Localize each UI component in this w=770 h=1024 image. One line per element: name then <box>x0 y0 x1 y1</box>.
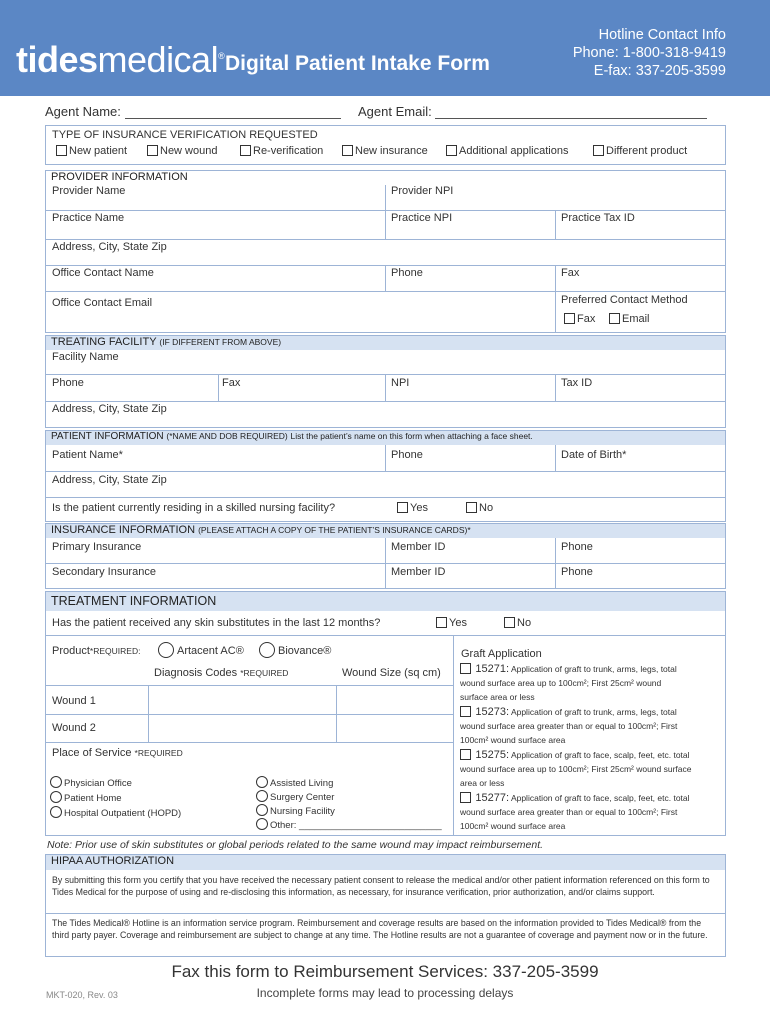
divider <box>46 635 725 636</box>
patient-section-title: PATIENT INFORMATION (*NAME AND DOB REQUIRED) List the patient’s name on this form when attaching a face sheet. <box>46 431 725 445</box>
incomplete-forms-note: Incomplete forms may lead to processing delays <box>256 986 514 1000</box>
checkbox-icon[interactable] <box>240 145 251 156</box>
hotline-phone: Phone: 1-800-318-9419 <box>572 45 726 61</box>
divider <box>555 210 556 240</box>
patient-address-label: Address, City, State Zip <box>52 474 167 486</box>
verif-new-patient[interactable]: New patient <box>56 145 127 157</box>
checkbox-icon[interactable] <box>460 749 471 760</box>
primary-phone-label: Phone <box>561 541 593 553</box>
divider <box>555 265 556 333</box>
agent-email-field[interactable] <box>435 107 707 119</box>
divider <box>385 265 386 291</box>
agent-name-row <box>45 104 341 119</box>
facility-tax-id-label: Tax ID <box>561 377 593 389</box>
agent-email-row <box>358 104 707 119</box>
graft-15273-option[interactable]: 15273: Application of graft to trunk, arms, legs, total wound surface area greater than or equal to 100cm²; First 100cm² wound surface area <box>460 706 678 745</box>
secondary-insurance-label: Secondary Insurance <box>52 566 156 578</box>
place-surgery-center[interactable]: Surgery Center <box>256 790 334 803</box>
facility-npi-label: NPI <box>391 377 410 389</box>
graft-application-title: Graft Application <box>461 648 542 660</box>
fax-instruction: Fax this form to Reimbursement Services: 337-205-3599 <box>171 962 599 981</box>
radio-icon[interactable] <box>256 818 268 830</box>
pref-email-option[interactable]: Email <box>609 313 650 325</box>
divider <box>385 374 386 402</box>
product-artacent-option[interactable]: Artacent AC® <box>158 642 244 658</box>
wound-size-label: Wound Size (sq cm) <box>342 667 441 679</box>
facility-fax-label: Fax <box>222 377 241 389</box>
graft-15277-option[interactable]: 15277: Application of graft to face, scalp, feet, etc. total wound surface area greater than or equal to 100cm²; First 100cm² wound surface area <box>460 792 690 831</box>
patient-dob-label: Date of Birth* <box>561 449 627 461</box>
radio-icon[interactable] <box>50 776 62 788</box>
wound-1-label: Wound 1 <box>52 695 96 707</box>
patient-name-label: Patient Name* <box>52 449 123 461</box>
provider-section-title: PROVIDER INFORMATION <box>46 171 725 185</box>
hotline-contact-info <box>573 26 726 80</box>
checkbox-icon[interactable] <box>504 617 515 628</box>
verif-reverification[interactable]: Re-verification <box>240 145 323 157</box>
checkbox-icon[interactable] <box>446 145 457 156</box>
facility-section-title: TREATING FACILITY (IF DIFFERENT FROM ABOVE) <box>46 336 725 350</box>
divider <box>46 714 453 715</box>
snf-no-option[interactable]: No <box>466 502 493 514</box>
patient-phone-label: Phone <box>391 449 423 461</box>
header-banner <box>0 0 770 96</box>
hipaa-section-title: HIPAA AUTHORIZATION <box>46 855 725 870</box>
practice-tax-id-label: Practice Tax ID <box>561 212 635 224</box>
checkbox-icon[interactable] <box>564 313 575 324</box>
skin-no-option[interactable]: No <box>504 617 531 629</box>
checkbox-icon[interactable] <box>460 706 471 717</box>
radio-icon[interactable] <box>256 790 268 802</box>
facility-address-label: Address, City, State Zip <box>52 403 167 415</box>
treatment-section-title: TREATMENT INFORMATION <box>46 592 725 611</box>
graft-15271-option[interactable]: 15271: Application of graft to trunk, arms, legs, total wound surface area up to 100cm²; First 25cm² wound surface area or less <box>460 663 677 702</box>
form-revision-code: MKT-020, Rev. 03 <box>46 990 118 1000</box>
checkbox-icon[interactable] <box>342 145 353 156</box>
divider <box>555 374 556 402</box>
skin-yes-option[interactable]: Yes <box>436 617 467 629</box>
divider <box>385 185 386 240</box>
checkbox-icon[interactable] <box>593 145 604 156</box>
divider <box>46 563 725 564</box>
place-patient-home[interactable]: Patient Home <box>50 791 122 804</box>
hotline-fax: E-fax: 337-205-3599 <box>593 63 726 79</box>
divider <box>46 742 453 743</box>
radio-icon[interactable] <box>256 804 268 816</box>
hipaa-consent-text: By submitting this form you certify that you have received the necessary patient consent to release the medical and/or other patient information referenced on this form to Tides Medical for the purpose of using and re-disclosing this information, as necessary, for insurance verification, prior authorization, and/or claims support. <box>52 875 710 897</box>
place-other[interactable]: Other: ___________________________ <box>256 818 442 831</box>
provider-npi-label: Provider NPI <box>391 185 454 197</box>
checkbox-icon[interactable] <box>466 502 477 513</box>
checkbox-icon[interactable] <box>609 313 620 324</box>
checkbox-icon[interactable] <box>460 792 471 803</box>
product-biovance-option[interactable]: Biovance® <box>259 642 331 658</box>
checkbox-icon[interactable] <box>397 502 408 513</box>
checkbox-icon[interactable] <box>56 145 67 156</box>
divider <box>218 374 219 402</box>
insurance-section-title: INSURANCE INFORMATION (PLEASE ATTACH A COPY OF THE PATIENT’S INSURANCE CARDS)* <box>46 524 725 538</box>
radio-icon[interactable] <box>256 776 268 788</box>
divider <box>453 635 454 836</box>
preferred-contact-label: Preferred Contact Method <box>561 294 688 306</box>
agent-name-field[interactable] <box>125 107 341 119</box>
checkbox-icon[interactable] <box>147 145 158 156</box>
verif-new-insurance[interactable]: New insurance <box>342 145 428 157</box>
graft-15275-option[interactable]: 15275: Application of graft to face, scalp, feet, etc. total wound surface area up to 100cm²; First 25cm² wound surface area or less <box>460 749 692 788</box>
divider <box>46 913 725 914</box>
pref-fax-option[interactable]: Fax <box>564 313 595 325</box>
radio-icon[interactable] <box>50 806 62 818</box>
office-fax-label: Fax <box>561 267 580 279</box>
checkbox-icon[interactable] <box>460 663 471 674</box>
snf-question: Is the patient currently residing in a skilled nursing facility? <box>52 502 336 514</box>
checkbox-icon[interactable] <box>436 617 447 628</box>
provider-name-label: Provider Name <box>52 185 126 197</box>
form-title: Digital Patient Intake Form <box>225 52 490 75</box>
divider <box>46 401 725 402</box>
hotline-title: Hotline Contact Info <box>598 27 726 43</box>
provider-address-label: Address, City, State Zip <box>52 241 167 253</box>
facility-name-label: Facility Name <box>52 351 119 363</box>
place-hospital-outpatient[interactable]: Hospital Outpatient (HOPD) <box>50 806 181 819</box>
verif-additional-applications[interactable]: Additional applications <box>446 145 568 157</box>
product-label: Product*REQUIRED: <box>52 645 141 657</box>
verif-new-wound[interactable]: New wound <box>147 145 217 157</box>
radio-icon[interactable] <box>259 642 275 658</box>
primary-insurance-label: Primary Insurance <box>52 541 142 553</box>
snf-yes-option[interactable]: Yes <box>397 502 428 514</box>
secondary-phone-label: Phone <box>561 566 593 578</box>
facility-phone-label: Phone <box>52 377 84 389</box>
verification-title: TYPE OF INSURANCE VERIFICATION REQUESTED <box>52 129 318 141</box>
agent-email-label: Agent Email: <box>358 104 432 119</box>
primary-member-id-label: Member ID <box>391 541 446 553</box>
divider <box>555 445 556 471</box>
practice-npi-label: Practice NPI <box>391 212 453 224</box>
divider <box>46 685 453 686</box>
office-phone-label: Phone <box>391 267 423 279</box>
divider <box>46 291 725 292</box>
agent-name-label: Agent Name: <box>45 104 121 119</box>
hotline-disclaimer-text: The Tides Medical® Hotline is an information service program. Reimbursement and coverage results are based on the information provided to Tides Medical® from the third party payer. Coverage and reimbursement are subject to change at any time. The Hotline results are not a guarantee of coverage and payment now or in the future. <box>52 918 708 940</box>
place-nursing-facility[interactable]: Nursing Facility <box>256 804 335 817</box>
divider <box>46 239 725 240</box>
diagnosis-codes-label: Diagnosis Codes *REQUIRED <box>154 667 289 679</box>
place-of-service-label: Place of Service *REQUIRED <box>52 747 183 759</box>
verif-different-product[interactable]: Different product <box>593 145 687 157</box>
divider <box>46 497 725 498</box>
radio-icon[interactable] <box>158 642 174 658</box>
divider <box>385 445 386 471</box>
treatment-note: Note: Prior use of skin substitutes or global periods related to the same wound may impact reimbursement. <box>47 839 544 851</box>
radio-icon[interactable] <box>50 791 62 803</box>
practice-name-label: Practice Name <box>52 212 125 224</box>
secondary-member-id-label: Member ID <box>391 566 446 578</box>
divider <box>46 471 725 472</box>
skin-substitute-question: Has the patient received any skin substitutes in the last 12 months? <box>52 617 381 629</box>
office-contact-name-label: Office Contact Name <box>52 267 154 279</box>
office-contact-email-label: Office Contact Email <box>52 297 153 309</box>
place-physician-office[interactable]: Physician Office <box>50 776 132 789</box>
place-assisted-living[interactable]: Assisted Living <box>256 776 333 789</box>
tides-medical-logo: tidesmedical® <box>16 39 225 80</box>
wound-2-label: Wound 2 <box>52 722 96 734</box>
